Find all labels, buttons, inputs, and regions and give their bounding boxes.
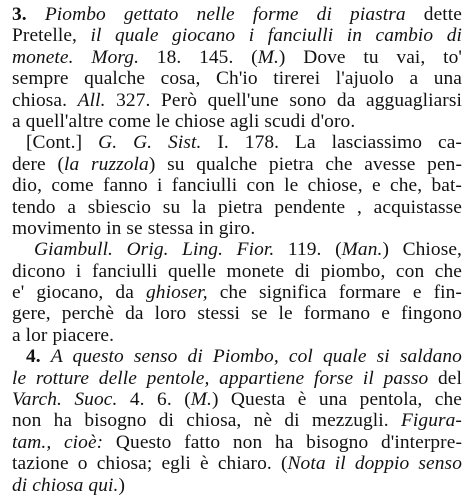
text-line <box>12 111 462 132</box>
text-run: gere, perchè da loro stessi se le formano e fingono <box>12 303 462 325</box>
text-run: Morg. <box>91 46 140 68</box>
text-run: dette <box>405 4 462 25</box>
text-line <box>12 218 462 239</box>
text-run: All. <box>77 89 106 111</box>
text-run: M. <box>190 389 212 411</box>
text-run: M. <box>257 46 279 68</box>
text-line <box>12 68 462 89</box>
text-run: Man. <box>341 239 383 261</box>
text-line <box>12 325 462 346</box>
text-run: Varch. Suoc. <box>12 389 118 411</box>
text-run: tazione o chiosa; egli è chiaro. ( <box>12 453 288 475</box>
text-line <box>12 4 462 25</box>
text-run: sempre qualche cosa, Ch'io tirerei l'ajuolo a una <box>12 68 462 90</box>
text-line <box>12 389 462 410</box>
text-line <box>12 90 462 111</box>
text-run: A questo senso di Piombo, col quale si saldano <box>50 346 462 368</box>
text-run: ) <box>118 474 125 496</box>
text-run: tam., cioè: <box>12 431 104 453</box>
text-run: dio, come fanno i fanciulli con le chiose, e che, bat- <box>12 175 462 197</box>
text-line <box>12 282 462 303</box>
text-run: Nota il doppio senso <box>287 453 462 475</box>
text-line <box>12 368 462 389</box>
text-run: del <box>428 367 462 389</box>
text-run: il quale giocano i fanciulli in cambio di <box>90 25 462 47</box>
text-line <box>12 197 462 218</box>
text-run: 4. <box>26 346 51 368</box>
text-run: dere ( <box>12 153 65 175</box>
text-run: a lor piacere. <box>12 324 115 346</box>
text-run: ) Dove tu vai, to' <box>278 46 462 68</box>
text-line <box>12 25 462 46</box>
text-run: [Cont.] <box>26 132 99 154</box>
text-run: Figura- <box>400 410 462 432</box>
text-line <box>12 154 462 175</box>
text-line <box>12 475 462 496</box>
text-line <box>12 303 462 324</box>
text-run: le rotture delle pentole, appartiene forse il passo <box>12 367 429 389</box>
text-run: dicono i fanciulli quelle monete di piombo, con che <box>12 260 462 282</box>
text-run: non ha bisogno di chiosa, nè di mezzugli. <box>12 410 401 432</box>
text-run: G. G. Sist. <box>98 132 202 154</box>
text-run: Giambull. Orig. Ling. Fior. <box>34 239 275 261</box>
text-run: Pretelle, <box>12 25 91 47</box>
text-line <box>12 432 462 453</box>
text-run: 4. 6. ( <box>117 389 191 411</box>
text-run: ghioser, <box>146 282 208 304</box>
text-run: ) su qualche pietra che avesse pen- <box>148 153 462 175</box>
text-line <box>12 47 462 68</box>
text-run: monete. <box>12 46 74 68</box>
text-run: Piombo gettato nelle forme di piastra <box>44 4 406 25</box>
text-line <box>12 261 462 282</box>
text-line <box>12 175 462 196</box>
text-run: a quell'altre come le chiose agli scudi d'oro. <box>12 110 356 132</box>
text-run: che significa formare e fin- <box>207 282 462 304</box>
text-run: chiosa. <box>12 89 78 111</box>
text-run: movimento in se stessa in giro. <box>12 217 256 239</box>
text-line <box>12 410 462 431</box>
text-run: Questo fatto non ha bisogno d'interpre- <box>103 431 462 453</box>
text-run: la ruzzola <box>64 153 149 175</box>
text-run: tendo a sbiescio su la pietra pendente , acquistasse <box>12 196 462 218</box>
text-run: ) Questa è una pentola, che <box>211 389 462 411</box>
text-run: 3. <box>12 4 45 25</box>
text-run: e' giocano, da <box>12 282 146 304</box>
text-run: I. 178. La lasciassimo ca- <box>201 132 462 154</box>
text-run: di chiosa qui. <box>12 474 119 496</box>
text-line <box>12 239 462 260</box>
text-run: 327. Però quell'une sono da agguagliarsi <box>105 89 462 111</box>
text-line <box>12 346 462 367</box>
text-run: 119. ( <box>274 239 342 261</box>
text-run: 18. 145. ( <box>139 46 258 68</box>
text-run <box>74 47 92 68</box>
text-run: ) Chiose, <box>382 239 462 261</box>
text-line <box>12 132 462 153</box>
text-line <box>12 453 462 474</box>
